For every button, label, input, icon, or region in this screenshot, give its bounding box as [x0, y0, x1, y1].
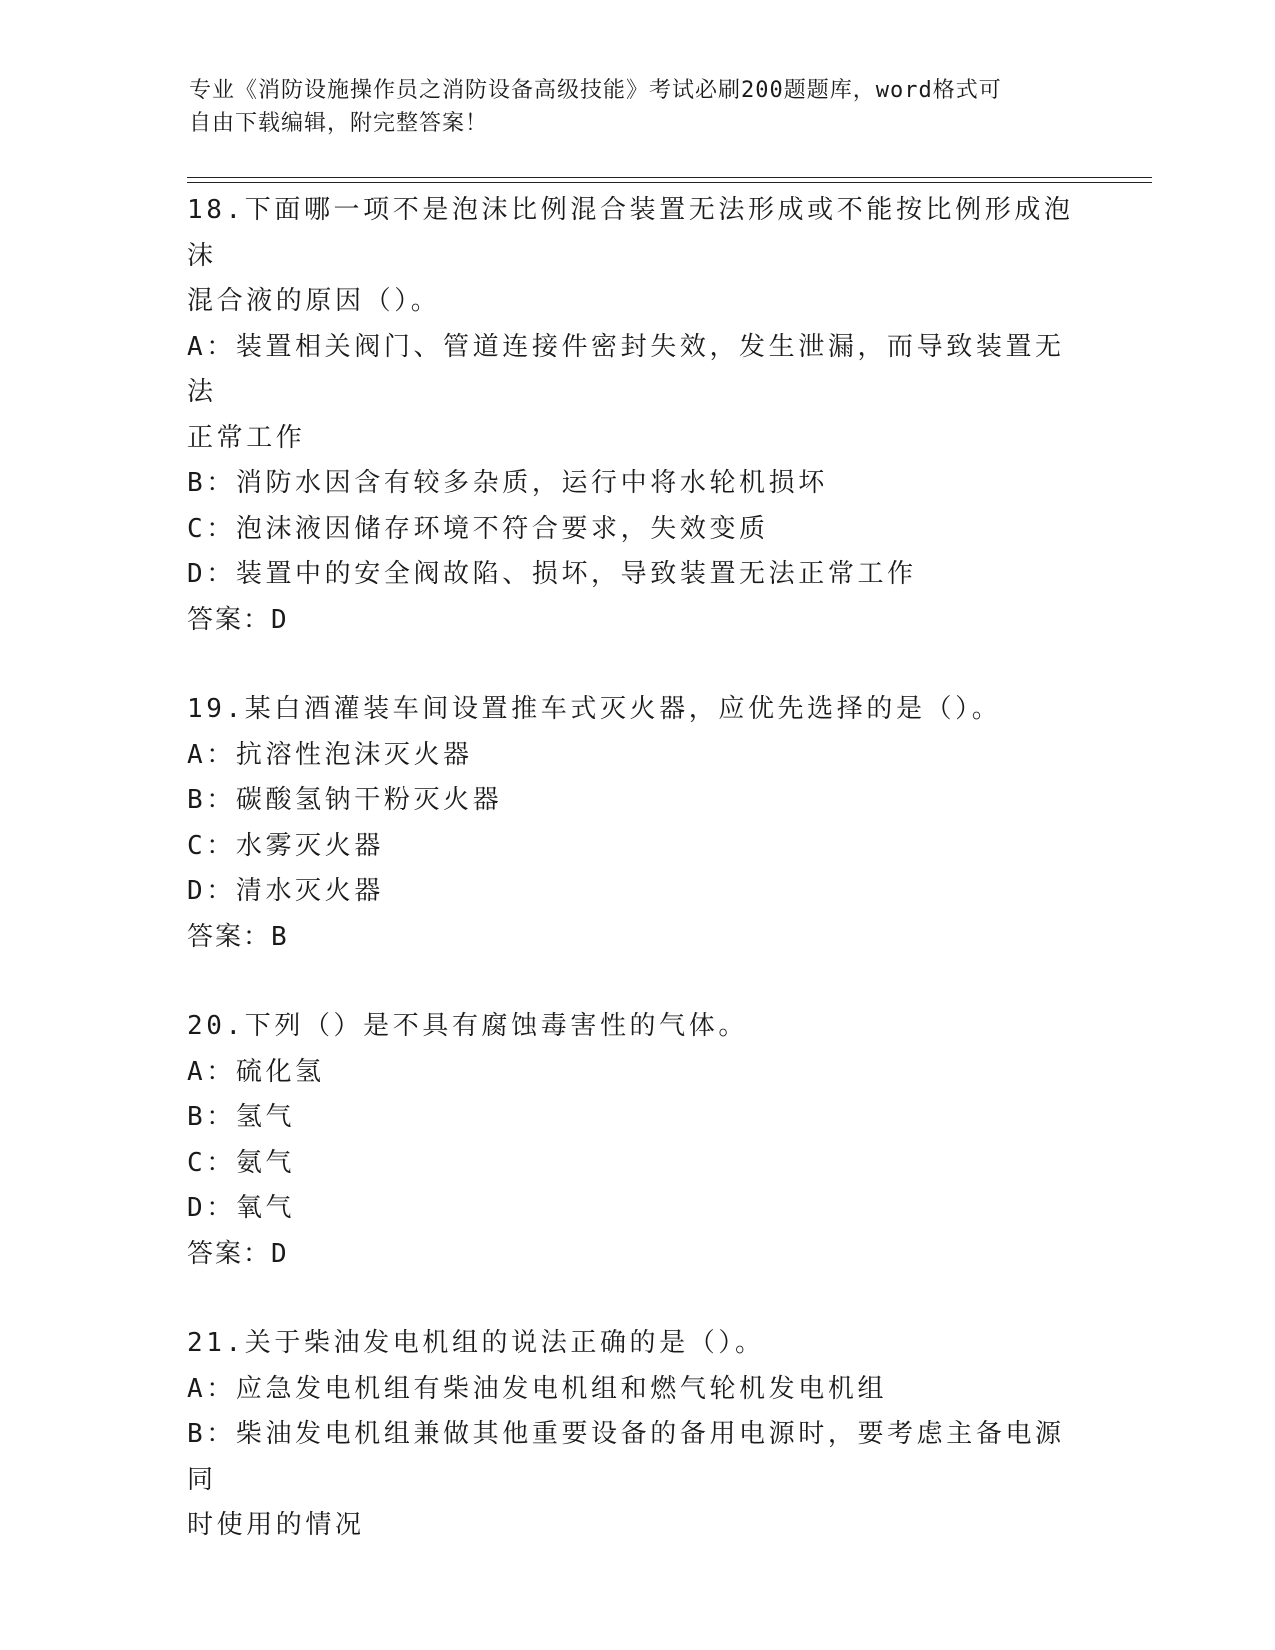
header-line-1: 专业《消防设施操作员之消防设备高级技能》考试必刷200题题库，word格式可	[189, 78, 1002, 103]
option-b: B：碳酸氢钠干粉灭火器	[187, 785, 503, 815]
question-list	[187, 188, 1087, 1593]
option-d: D：氧气	[187, 1193, 296, 1223]
option-c: C：泡沫液因储存环境不符合要求，失效变质	[187, 513, 769, 544]
option-d: D：清水灭火器	[187, 876, 384, 906]
option-a: A：硫化氢	[187, 1056, 325, 1087]
question-stem: 19.某白酒灌装车间设置推车式灭火器，应优先选择的是（）。	[187, 694, 1002, 724]
document-header	[189, 74, 1069, 140]
question-20	[187, 1004, 1087, 1277]
option-a-continued: 正常工作	[187, 422, 306, 453]
option-b-continued: 时使用的情况	[187, 1510, 365, 1540]
question-21	[187, 1321, 1087, 1549]
option-b: B：氢气	[187, 1102, 296, 1132]
option-b: B：消防水因含有较多杂质，运行中将水轮机损坏	[187, 468, 828, 498]
answer: 答案：B	[187, 921, 289, 952]
question-19	[187, 687, 1087, 960]
question-stem-continued: 混合液的原因（）。	[187, 286, 441, 316]
answer: 答案：D	[187, 604, 289, 635]
option-c: C：水雾灭火器	[187, 830, 384, 861]
header-divider-top	[187, 177, 1152, 178]
header-line-2: 自由下载编辑，附完整答案！	[189, 111, 489, 136]
question-stem: 18.下面哪一项不是泡沫比例混合装置无法形成或不能按比例形成泡沫	[187, 195, 1074, 271]
header-divider-bottom	[187, 182, 1152, 183]
option-a: A：应急发电机组有柴油发电机组和燃气轮机发电机组	[187, 1373, 888, 1404]
option-a: A：装置相关阀门、管道连接件密封失效，发生泄漏，而导致装置无法	[187, 331, 1065, 407]
option-c: C：氨气	[187, 1147, 296, 1178]
question-stem: 20.下列（）是不具有腐蚀毒害性的气体。	[187, 1011, 748, 1041]
answer: 答案：D	[187, 1238, 289, 1269]
question-stem: 21.关于柴油发电机组的说法正确的是（）。	[187, 1328, 765, 1358]
option-a: A：抗溶性泡沫灭火器	[187, 739, 473, 770]
question-18	[187, 188, 1087, 643]
option-b: B：柴油发电机组兼做其他重要设备的备用电源时，要考虑主备电源同	[187, 1419, 1065, 1495]
option-d: D：装置中的安全阀故陷、损坏，导致装置无法正常工作	[187, 559, 917, 589]
